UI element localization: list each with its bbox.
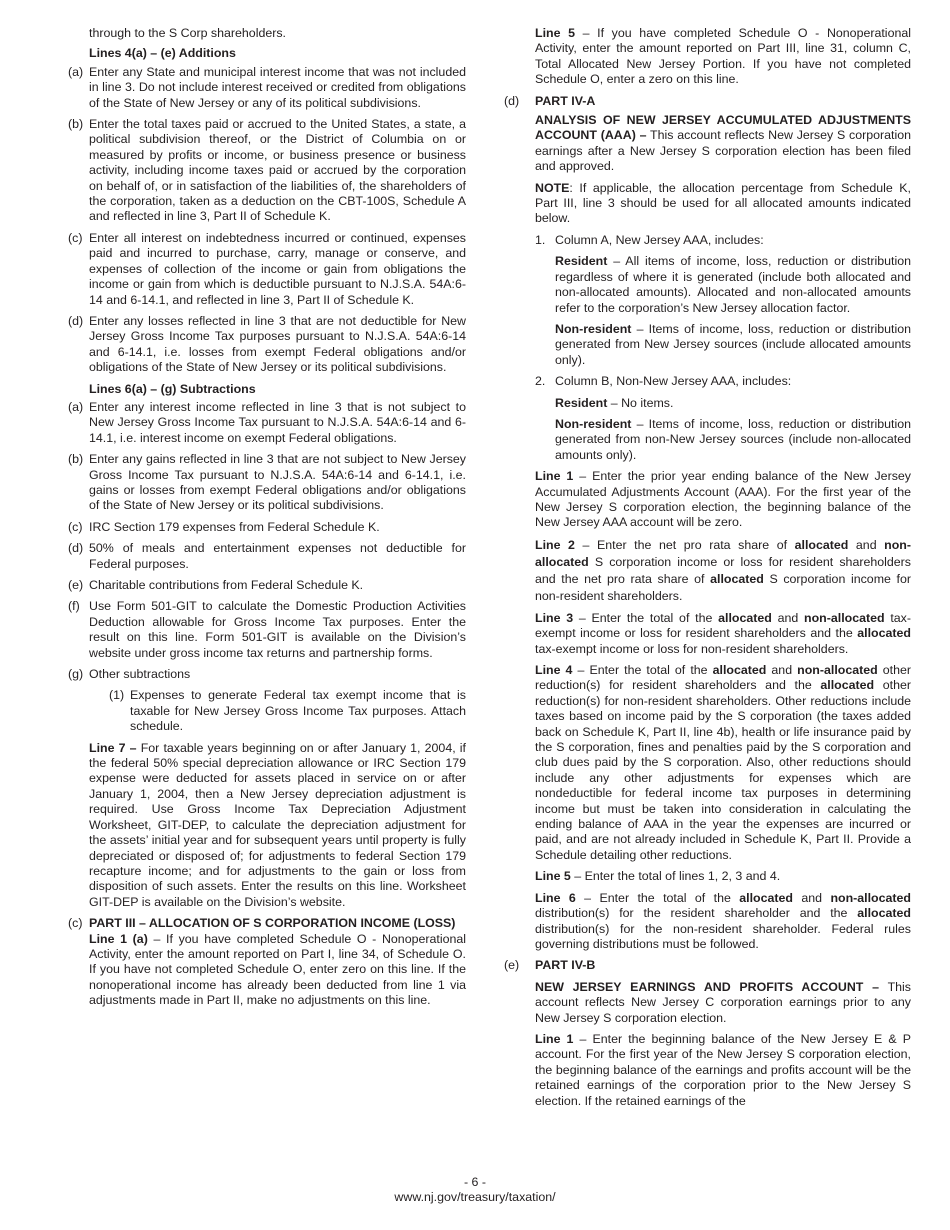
item-text: Enter any losses reflected in line 3 that are not deductible for New Jersey Gross Income Tax purposes pursuant to N.J.S.A. 54A:6-14 and 6-14.1, i.e. losses from exempt Federal obligations and/or obligations of the State of New Jersey or its political subdivisions. <box>89 313 466 375</box>
item-text: Enter all interest on indebtedness incurred or continued, expenses paid and incurred to purchase, carry, manage or conserve, and expenses of collection of the income or gain from obligations the income or gain from which is deductible pursuant to N.J.S.A. 54A:6-14 and 6-14.1, and reflected in line 3, Part II of Schedule K. <box>89 230 466 307</box>
aaa-line6: Line 6 – Enter the total of the allocated and non-allocated distribution(s) for the resident shareholder and the allocated distribution(s) for the non-resident shareholder. Federal rules governing distributions must be followed. <box>535 890 911 951</box>
item-text: Other subtractions <box>89 667 191 682</box>
additions-list <box>68 65 466 376</box>
subtractions-heading: Lines 6(a) – (g) Subtractions <box>89 381 256 396</box>
part4a-heading: PART IV-A <box>535 93 596 108</box>
line7-paragraph: Line 7 – For taxable years beginning on or after January 1, 2004, if the federal 50% special depreciation allowance or IRC Section 179 expense were deducted for assets placed in service on or after January 1, 2004, then a New Jersey depreciation adjustment is required. Use Gross Income Tax Depreciation Adjustment Worksheet, GIT-DEP, to calculate the depreciation adjustment for the assets’ initial year and for subsequent years until property is fully depreciated or disposed of; for adjustments to federal Section 179 recapture income; and for adjustments to the gain or loss from disposition of such assets. Enter the results on this line. Worksheet GIT-DEP is available on the Division’s website. <box>89 740 466 909</box>
part4b-section <box>504 958 911 973</box>
page-number: - 6 - <box>463 1175 487 1189</box>
addition-item <box>68 65 466 111</box>
right-column <box>504 26 912 1115</box>
note-paragraph: NOTE: If applicable, the allocation percentage from Schedule K, Part III, line 3 should be used for all allocated amounts indicated below. <box>535 180 911 226</box>
part3-heading: PART III – ALLOCATION OF S CORPORATION INCOME (LOSS) <box>89 916 456 931</box>
item-text: Charitable contributions from Federal Schedule K. <box>89 578 364 592</box>
column-a-resident: Resident – All items of income, loss, reduction or distribution regardless of where it is generated (include both allocated and non-allocated amounts). Allocated and non-allocated amounts refer to the corporation’s New Jersey allocation factor. <box>555 254 911 315</box>
part4b-heading: PART IV-B <box>535 958 596 973</box>
item-text: Enter the total taxes paid or accrued to the United States, a state, a political subdivision thereof, or the District of Columbia on or measured by profits or income, or business presence or business activity, including income taxes paid or accrued by the corporation on behalf of, or in satisfaction of the liabilities of, the shareholders of the corporation, taken as a deduction on the CBT-100S, Schedule A and reflected in line 3, Part II of Schedule K. <box>89 117 466 224</box>
intro-text: through to the S Corp shareholders. <box>89 26 286 40</box>
item-label: (d) <box>68 313 84 328</box>
subtraction-g-1 <box>109 688 466 734</box>
item-text: Enter any State and municipal interest income that was not included in line 3. Do not include interest received or credited from obligations of the State of New Jersey or any of its political subdivisions. <box>89 64 466 110</box>
ep-line1: Line 1 – Enter the beginning balance of the New Jersey E & P account. For the first year of the New Jersey S corporation election, the beginning balance of the earnings and profits account will be the retained earnings of the corporation prior to the New Jersey S election. If the retained earnings of the <box>535 1031 911 1108</box>
item-label: (c) <box>68 519 83 534</box>
item-label: (b) <box>68 117 84 132</box>
part4a-section <box>504 93 911 109</box>
aaa-line4: Line 4 – Enter the total of the allocated and non-allocated other reduction(s) for resident shareholders and the allocated other reduction(s) for non-resident shareholders. Other reductions include taxes based on income paid by the S corporation (the taxes added back on Schedule K, Part II, line 4b), health or life insurance paid by the S corporation, fines and penalties paid by the S corporation and club dues paid by the S corporation. Also, other reductions should include any other adjustments for expenses which are nondeductible for federal income tax purposes in determining income but must be taken into consideration in calculating the ending balance of AAA in the year the expenses are incurred or paid, and are not already included in Schedule K, Part II. Provide a Schedule detailing other reductions. <box>535 663 912 862</box>
subtraction-item <box>68 667 466 682</box>
item-text: 50% of meals and entertainment expenses not deductible for Federal purposes. <box>89 541 466 571</box>
item-label: (a) <box>68 64 84 79</box>
column-a-nonresident: Non-resident – Items of income, loss, reduction or distribution generated from New Jersey sources (include allocated amounts only). <box>555 321 911 367</box>
subtraction-item <box>68 541 466 572</box>
item-label: (1) <box>109 688 125 703</box>
item-label: (a) <box>68 399 84 414</box>
aaa-line3: Line 3 – Enter the total of the allocated and non-allocated tax-exempt income or loss for resident shareholders and the allocated tax-exempt income or loss for non-resident shareholders. <box>535 610 911 656</box>
subtraction-item <box>68 599 466 661</box>
item-label: (e) <box>68 578 84 592</box>
part3-label: (c) <box>68 916 83 931</box>
aaa-line5: Line 5 – Enter the total of lines 1, 2, 3 and 4. <box>535 869 781 884</box>
item-label: (b) <box>68 452 84 467</box>
line5-part3-paragraph: Line 5 – If you have completed Schedule O - Nonoperational Activity, enter the amount reported on Part III, line 31, column C, Total Allocated New Jersey Portion. If you have not completed Schedule O, enter a zero on this line. <box>535 26 911 87</box>
aaa-line1: Line 1 – Enter the prior year ending balance of the New Jersey Accumulated Adjustments Account (AAA). For the first year of the New Jersey S corporation election, the beginning balance of the New Jersey AAA account will be zero. <box>535 469 911 530</box>
addition-item <box>68 314 466 376</box>
aaa-paragraph: ANALYSIS OF NEW JERSEY ACCUMULATED ADJUSTMENTS ACCOUNT (AAA) – This account reflects New Jersey S corporation earnings after a New Jersey S corporation election has been filed and approved. <box>535 113 911 174</box>
subtraction-item <box>68 400 466 446</box>
aaa-line2: Line 2 – Enter the net pro rata share of allocated and non-allocated S corporation income or loss for resident shareholders and the net pro rata share of allocated S corporation income for non-resident shareholders. <box>535 537 912 603</box>
item-text: Enter any interest income reflected in line 3 that is not subject to New Jersey Gross Income Tax pursuant to N.J.S.A. 54A:6-14 and 6-14.1, i.e. interest income on exempt Federal obligations. <box>89 399 466 445</box>
ep-paragraph: NEW JERSEY EARNINGS AND PROFITS ACCOUNT – This account reflects New Jersey C corporation earnings prior to any New Jersey S corporation election. <box>535 979 911 1025</box>
subtraction-item <box>68 520 466 535</box>
item-text: Use Form 501-GIT to calculate the Domestic Production Activities Deduction allowable for Gross Income Tax purposes. Enter the result on this line. Form 501-GIT is available on the Division’s website under gross income tax returns and partnership forms. <box>89 599 466 660</box>
page-footer <box>0 1175 950 1205</box>
additions-heading: Lines 4(a) – (e) Additions <box>89 46 236 61</box>
subtraction-item <box>68 452 466 514</box>
column-b-item: 2. Column B, Non-New Jersey AAA, includes: <box>535 374 792 389</box>
addition-item <box>68 117 466 225</box>
part4b-label: (e) <box>504 958 520 973</box>
item-label: (c) <box>68 230 83 245</box>
line1a-paragraph: Line 1 (a) – If you have completed Schedule O - Nonoperational Activity, enter the amount reported on Part I, line 34, of Schedule O. If you have not completed Schedule O, enter zero on this line. If the nonoperational income has already been deducted from line 1 via adjustments made in Part II, make no adjustments on this line. <box>89 931 467 1008</box>
item-label: (f) <box>68 599 80 614</box>
column-b-resident: Resident – No items. <box>555 395 674 410</box>
column-b-nonresident: Non-resident – Items of income, loss, reduction or distribution generated from non-New Jersey sources (include non-allocated amounts only). <box>555 416 911 462</box>
column-a-item: 1. Column A, New Jersey AAA, includes: <box>535 232 764 247</box>
item-text: IRC Section 179 expenses from Federal Schedule K. <box>89 519 380 534</box>
left-column <box>68 26 466 1015</box>
subtractions-list <box>68 400 466 683</box>
item-label: (g) <box>68 667 84 682</box>
part3-section <box>68 916 466 931</box>
item-text: Enter any gains reflected in line 3 that are not subject to New Jersey Gross Income Tax pursuant to N.J.S.A. 54A:6-14 and 6-14.1, i.e. gains or losses from exempt Federal obligations and/or obligations of the State of New Jersey or its political subdivisions. <box>89 452 466 513</box>
item-label: (d) <box>68 541 84 556</box>
footer-url: www.nj.gov/treasury/taxation/ <box>394 1190 556 1204</box>
addition-item <box>68 231 466 308</box>
item-text: Expenses to generate Federal tax exempt income that is taxable for New Jersey Gross Income Tax purposes. Attach schedule. <box>130 688 466 734</box>
subtraction-item <box>68 578 466 593</box>
part4a-label: (d) <box>504 93 520 108</box>
